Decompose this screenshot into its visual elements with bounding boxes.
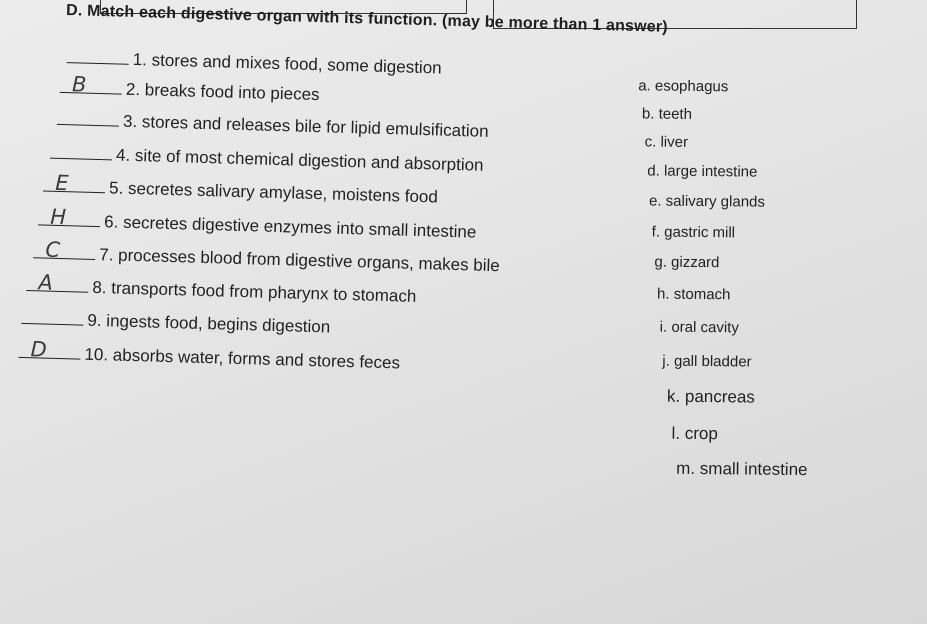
function-text-7: 7. processes blood from digestive organs, makes bile <box>99 245 501 276</box>
function-text-2: 2. breaks food into pieces <box>125 79 320 105</box>
function-text-10: 10. absorbs water, forms and stores feces <box>84 344 401 373</box>
organ-option-i: i. oral cavity <box>659 318 740 337</box>
function-text-3: 3. stores and releases bile for lipid emulsification <box>122 111 489 141</box>
function-text-8: 8. transports food from pharynx to stomach <box>92 277 417 306</box>
organ-option-h: h. stomach <box>656 285 731 304</box>
organ-option-m: m. small intestine <box>676 458 808 480</box>
function-text-5: 5. secretes salivary amylase, moistens food <box>108 178 439 207</box>
section-heading: D. Match each digestive organ with its function. (may be more than 1 answer) <box>65 2 669 36</box>
organ-option-k: k. pancreas <box>666 386 755 407</box>
answer-mark-6: H <box>49 204 68 230</box>
function-text-9: 9. ingests food, begins digestion <box>87 310 331 337</box>
answer-mark-2: B <box>71 72 88 97</box>
answer-mark-8: A <box>38 270 55 295</box>
organ-option-g: g. gizzard <box>654 253 720 272</box>
organ-option-d: d. large intestine <box>647 162 758 181</box>
organ-option-b: b. teeth <box>641 105 693 123</box>
organ-option-l: l. crop <box>671 423 718 444</box>
answer-mark-10: D <box>30 337 49 362</box>
organ-option-a: a. esophagus <box>638 77 729 96</box>
function-text-4: 4. site of most chemical digestion and absorption <box>115 145 484 175</box>
function-text-1: 1. stores and mixes food, some digestion <box>132 49 442 78</box>
answer-mark-7: C <box>45 237 62 263</box>
organ-option-c: c. liver <box>644 133 689 151</box>
function-text-6: 6. secretes digestive enzymes into small intestine <box>103 212 477 242</box>
organ-option-e: e. salivary glands <box>648 192 766 211</box>
organ-option-f: f. gastric mill <box>651 223 736 242</box>
answer-mark-5: E <box>54 170 70 196</box>
organ-option-j: j. gall bladder <box>662 352 752 371</box>
